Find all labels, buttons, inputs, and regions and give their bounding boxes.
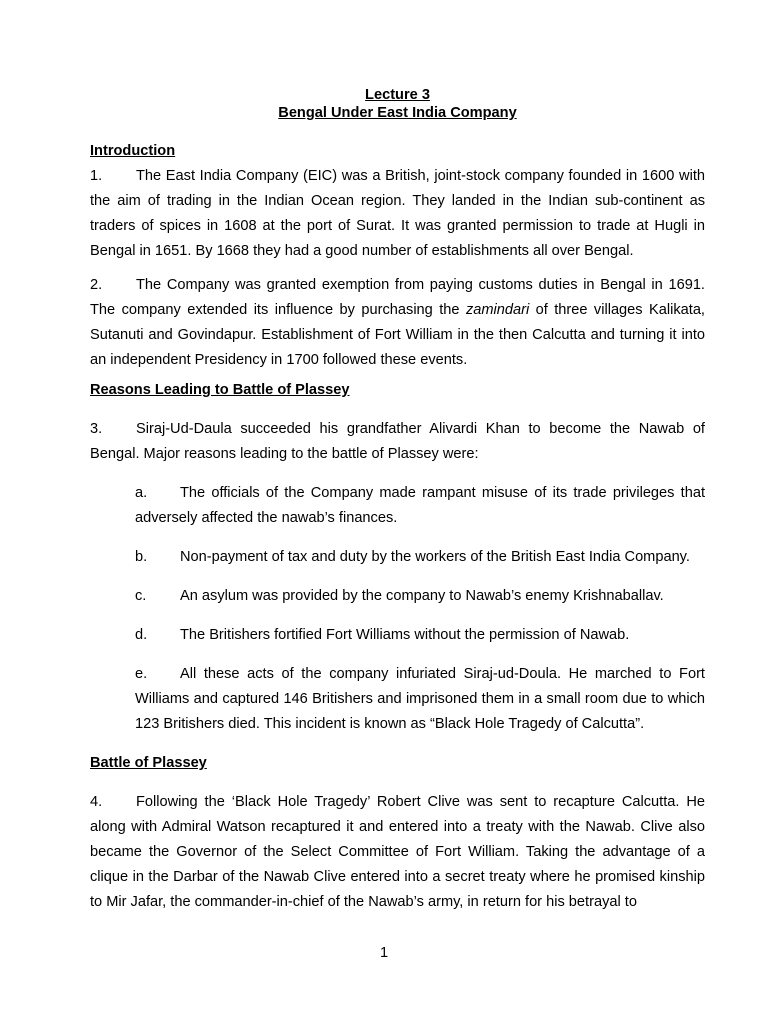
section-heading-battle: Battle of Plassey (90, 755, 207, 771)
paragraph-number: 1. (90, 168, 103, 184)
paragraph-text: The East India Company (EIC) was a British, joint-stock company founded in 1600 with the aim of trading in the Indian Ocean region. They landed in the Indian sub-continent as traders of spices in 1608 at the port of Surat. It was granted permission to trade at Hugli in Bengal in 1651. By 1668 they had a good number of establishments all over Bengal. (90, 168, 705, 259)
paragraph-3 (90, 417, 705, 467)
paragraph-text: Siraj-Ud-Daula succeeded his grandfather Alivardi Khan to become the Nawab of Bengal. Major reasons leading to the battle of Plassey were: (90, 421, 705, 462)
document-page (90, 86, 705, 915)
list-item-text: All these acts of the company infuriated Siraj-ud-Doula. He marched to Fort Williams and captured 146 Britishers and imprisoned them in a small room due to which 123 Britishers died. This incident is known as “Black Hole Tragedy of Calcutta”. (135, 666, 705, 732)
list-item (135, 584, 705, 609)
paragraph-text: The Company was granted exemption from paying customs duties in Bengal in 1691. The company extended its influence by purchasing the (90, 277, 705, 318)
list-item-letter: a. (135, 485, 148, 501)
list-item-letter: b. (135, 549, 148, 565)
list-item-text: The officials of the Company made rampant misuse of its trade privileges that adversely affected the nawab’s finances. (135, 485, 705, 526)
paragraph-2 (90, 273, 705, 373)
paragraph-1 (90, 164, 705, 264)
page-number: 1 (379, 945, 389, 961)
list-item-letter: e. (135, 666, 148, 682)
list-item-text: The Britishers fortified Fort Williams without the permission of Nawab. (180, 627, 630, 643)
paragraph-text: Following the ‘Black Hole Tragedy’ Robert Clive was sent to recapture Calcutta. He along with Admiral Watson recaptured it and entered into a treaty with the Nawab. Clive also became the Governor of the Select Committee of Fort William. Taking the advantage of a clique in the Darbar of the Nawab Clive entered into a secret treaty where he promised kinship to Mir Jafar, the commander-in-chief of the Nawab’s army, in return for his betrayal to (90, 794, 705, 910)
paragraph-4 (90, 790, 705, 915)
list-item-letter: c. (135, 588, 147, 604)
list-item-text: An asylum was provided by the company to Nawab’s enemy Krishnaballav. (180, 588, 664, 604)
list-item (135, 623, 705, 648)
section-heading-introduction: Introduction (90, 143, 176, 159)
paragraph-number: 4. (90, 794, 103, 810)
paragraph-text: of three villages Kalikata, Sutanuti and Govindapur. Establishment of Fort William in the then Calcutta and turning it into an independent Presidency in 1700 followed these events. (90, 302, 705, 368)
paragraph-number: 3. (90, 421, 103, 437)
list-item (135, 662, 705, 737)
reasons-list (135, 481, 705, 737)
list-item-text: Non-payment of tax and duty by the workers of the British East India Company. (180, 549, 690, 565)
section-heading-reasons: Reasons Leading to Battle of Plassey (90, 382, 350, 398)
paragraph-text-italic: zamindari (465, 302, 530, 318)
document-title: Bengal Under East India Company (278, 105, 517, 121)
paragraph-number: 2. (90, 277, 103, 293)
list-item (135, 481, 705, 531)
list-item (135, 545, 705, 570)
lecture-number: Lecture 3 (365, 87, 430, 103)
list-item-letter: d. (135, 627, 148, 643)
